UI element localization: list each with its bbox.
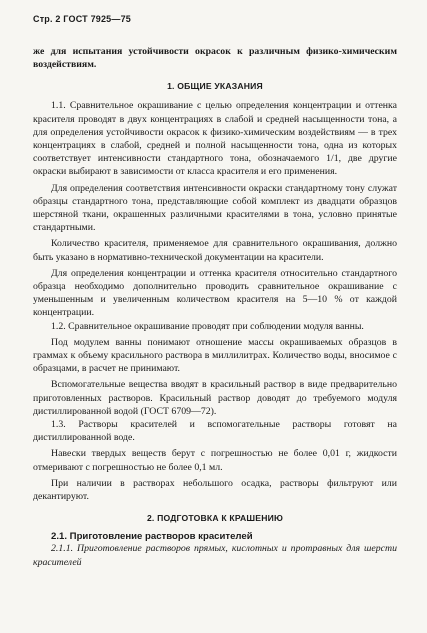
paragraph-1-3: 1.3. Растворы красителей и вспомогательные растворы готовят на дистиллированной воде.	[33, 419, 397, 444]
paragraph-filtering: При наличии в растворах небольшого осадка, растворы фильтруют или декантируют.	[33, 477, 397, 503]
subsection-2-1-1: 2.1.1. Приготовление растворов прямых, кислотных и протравных для шерсти красителей	[33, 543, 397, 568]
document-body	[33, 45, 397, 569]
section-2-title: 2. ПОДГОТОВКА К КРАШЕНИЮ	[146, 513, 284, 524]
paragraph-auxiliary: Вспомогательные вещества вводят в красильный раствор в виде предварительно приготовленных растворов. Красильный раствор доводят до требуемого модуля дистиллированной водой (ГОСТ 6709—72).	[33, 379, 397, 417]
section-1-title: 1. ОБЩИЕ УКАЗАНИЯ	[167, 81, 263, 92]
paragraph-dye-quantity: Количество красителя, применяемое для сравнительного окрашивания, должно быть указано в нормативно-технической документации на красители.	[33, 238, 397, 263]
paragraph-standard-tone: Для определения соответствия интенсивности окраски стандартному тону служат образцы стандартного тона, представляющие собой комплект из двадцати образцов шерстяной ткани, окрашенных различными красителями в тона, условно принятые стандартными.	[33, 182, 397, 234]
paragraph-concentration: Для определения концентрации и оттенка красителя относительно стандартного образца необходимо дополнительно проводить сравнительное окрашивание с уменьшенным и увеличенным количеством красителя на 5—10 % от каждой концентрации.	[33, 267, 397, 319]
paragraph-1-2: 1.2. Сравнительное окрашивание проводят при соблюдении модуля ванны.	[51, 320, 364, 332]
page-header: Стр. 2 ГОСТ 7925—75	[33, 14, 132, 24]
intro-paragraph: же для испытания устойчивости окрасок к различным физико-химическим воздействиям.	[33, 46, 397, 71]
paragraph-weighing: Навески твердых веществ берут с погрешностью не более 0,01 г, жидкости отмеривают с погрешностью не более 0,1 мл.	[33, 448, 397, 473]
subsection-2-1-title: 2.1. Приготовление растворов красителей	[51, 531, 253, 543]
paragraph-bath-modulus: Под модулем ванны понимают отношение массы окрашиваемых образцов в граммах к объему красильного раствора в миллилитрах. Количество воды, вносимое с образцами, в расчет не принимают.	[33, 336, 397, 375]
paragraph-1-1: 1.1. Сравнительное окрашивание с целью определения концентрации и оттенка красителя проводят в двух концентрациях в слабой и средней насыщенности тона, а для определения устойчивости окрасок к физико-химическим воздействиям — в трех концентрациях в слабой, средней и полной насыщенности тона, одна из которых соответствует интенсивности стандартного тона, обозначаемого 1/1, две другие окраски выбирают в зависимости от класса красителя и его применения.	[33, 100, 397, 178]
